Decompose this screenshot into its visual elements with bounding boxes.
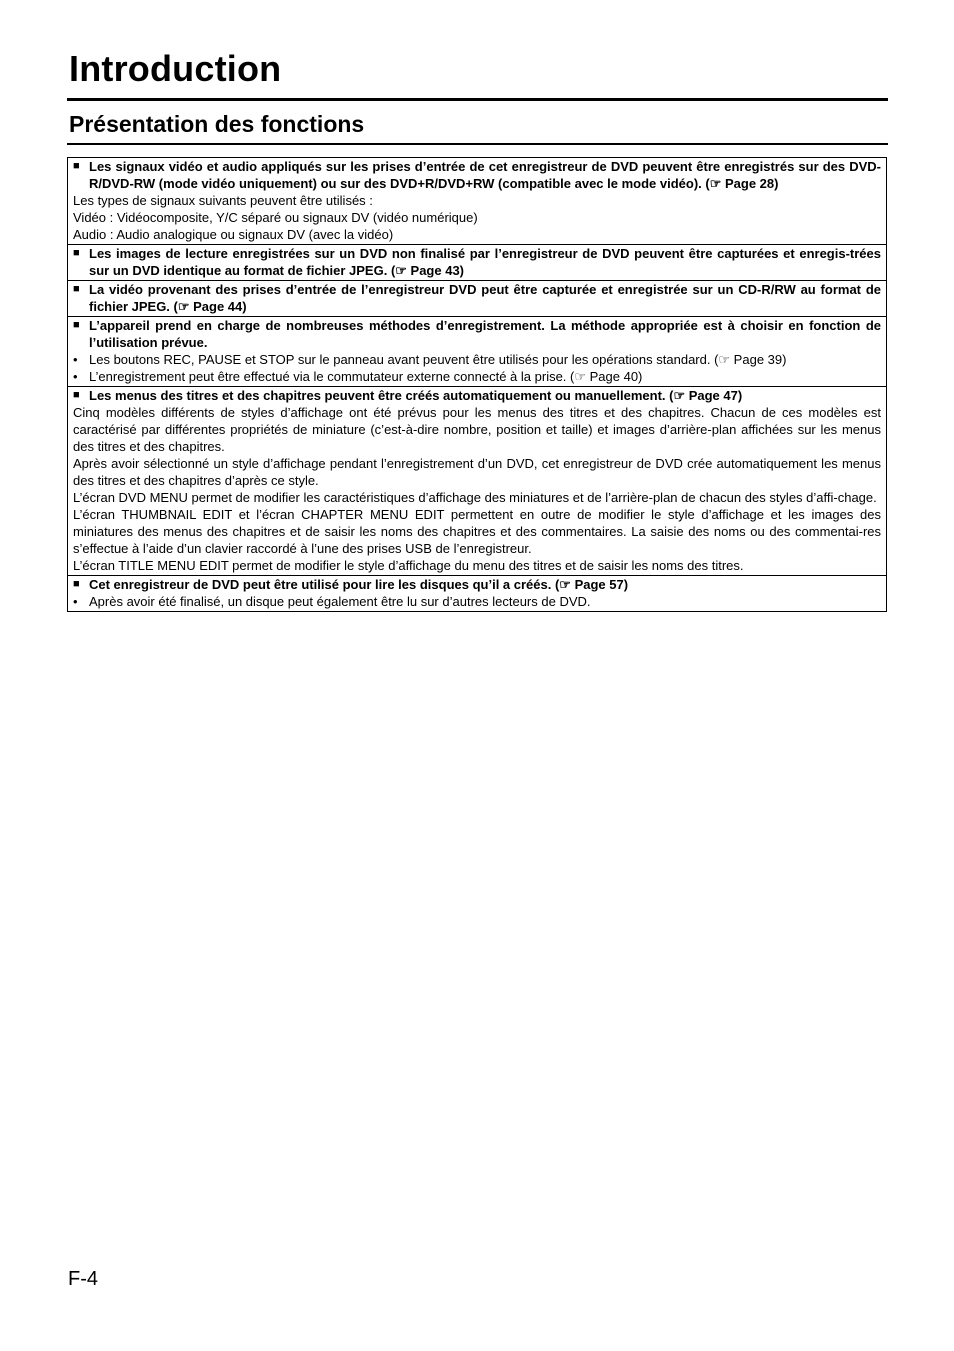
page-title: Introduction [69,48,282,89]
feature-row [68,576,887,612]
feature-cell [68,576,887,612]
feature-paragraph: L’écran TITLE MENU EDIT permet de modifier le style d’affichage du menu des titres et de saisir les noms des titres. [73,558,744,573]
square-bullet-icon: ■ [73,319,80,331]
feature-row [68,281,887,317]
feature-heading [73,281,881,315]
square-bullet-icon: ■ [73,247,80,259]
feature-heading-text: La vidéo provenant des prises d’entrée de l’enregistreur DVD peut être capturée et enregistrée sur un CD-R/RW au format de fichier JPEG. (☞ Page 44) [89,282,881,314]
feature-heading-text: Les menus des titres et des chapitres peuvent être créés automatiquement ou manuellement. (☞ Page 47) [89,388,743,403]
bullet-text: Après avoir été finalisé, un disque peut également être lu sur d’autres lecteurs de DVD. [89,594,591,609]
feature-cell [68,387,887,576]
bullet-item [73,593,881,610]
bullet-text: Les boutons REC, PAUSE et STOP sur le panneau avant peuvent être utilisés pour les opérations standard. (☞ Page 39) [89,352,787,367]
feature-cell [68,158,887,245]
feature-paragraph: L’écran DVD MENU permet de modifier les caractéristiques d’affichage des miniatures et de l’arrière-plan de chacun des styles d’affi-chage. [73,490,877,505]
title-divider [67,98,888,101]
bullet-text: L’enregistrement peut être effectué via le commutateur externe connecté à la prise. (☞ Page 40) [89,369,643,384]
feature-row [68,387,887,576]
feature-heading-text: Les signaux vidéo et audio appliqués sur les prises d’entrée de cet enregistreur de DVD peuvent être enregistrés sur des DVD-R/DVD-RW (mode vidéo uniquement) ou sur des DVD+R/DVD+RW (compatible avec le mode vidéo). (☞ Page 28) [89,159,881,191]
square-bullet-icon: ■ [73,283,80,295]
feature-heading-text: Cet enregistreur de DVD peut être utilisé pour lire les disques qu’il a créés. (☞ Page 57) [89,577,629,592]
feature-heading [73,245,881,279]
feature-paragraph: Vidéo : Vidéocomposite, Y/C séparé ou signaux DV (vidéo numérique) [73,210,478,225]
feature-paragraph: L’écran THUMBNAIL EDIT et l’écran CHAPTER MENU EDIT permettent en outre de modifier le style d’affichage et les images des miniatures des menus des chapitres et de saisir les noms des chapitres et des commentaires. La saisie des noms ou des commentai-res s’effectue à l’aide d’un clavier raccordé à l’une des prises USB de l’enregistreur. [73,507,881,556]
feature-row [68,317,887,387]
section-divider [67,143,888,145]
page-number: F-4 [68,1268,98,1290]
feature-paragraph: Les types de signaux suivants peuvent être utilisés : [73,193,373,208]
square-bullet-icon: ■ [73,160,80,172]
dot-bullet-icon: • [73,352,78,367]
square-bullet-icon: ■ [73,389,80,401]
feature-paragraph: Après avoir sélectionné un style d’affichage pendant l’enregistrement d’un DVD, cet enregistreur de DVD crée automatiquement les menus des titres et des chapitres d’après ce style. [73,456,881,488]
feature-row [68,158,887,245]
feature-paragraph: Audio : Audio analogique ou signaux DV (avec la vidéo) [73,227,394,242]
feature-heading [73,387,881,404]
feature-heading-text: Les images de lecture enregistrées sur un DVD non finalisé par l’enregistreur de DVD peuvent être capturées et enregis-trées sur un DVD identique au format de fichier JPEG. (☞ Page 43) [89,246,881,278]
square-bullet-icon: ■ [73,578,80,590]
feature-cell [68,317,887,387]
feature-heading [73,576,881,593]
bullet-item [73,368,881,385]
feature-cell [68,281,887,317]
feature-row [68,245,887,281]
feature-cell [68,245,887,281]
feature-heading [73,317,881,351]
bullet-item [73,351,881,368]
feature-heading [73,158,881,192]
dot-bullet-icon: • [73,369,78,384]
dot-bullet-icon: • [73,594,78,609]
features-table [67,157,887,612]
feature-heading-text: L’appareil prend en charge de nombreuses méthodes d’enregistrement. La méthode appropriée est à choisir en fonction de l’utilisation prévue. [89,318,881,350]
section-title: Présentation des fonctions [69,111,365,137]
feature-paragraph: Cinq modèles différents de styles d’affichage ont été prévus pour les menus des titres et des chapitres. Chacun de ces modèles est caractérisé par différentes propriétés de miniature (c’est-à-dire nombre, position et taille) et images d’arrière-plan affichées sur les menus des titres et des chapitres. [73,405,881,454]
